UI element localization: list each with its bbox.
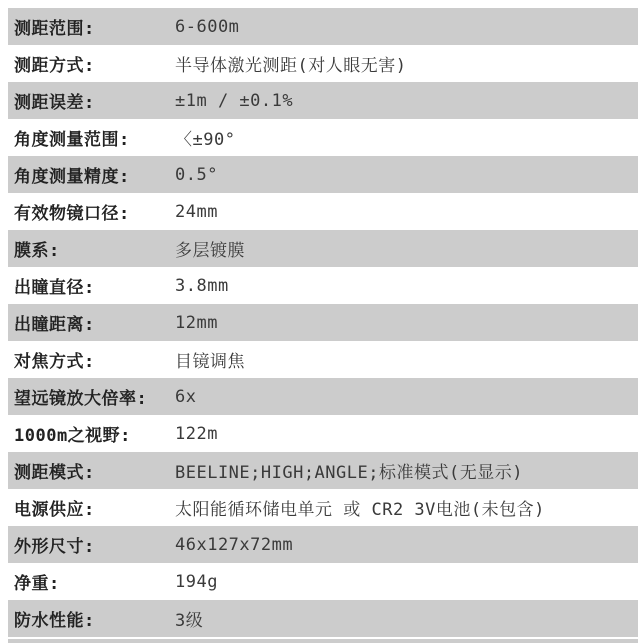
spec-table-row	[8, 452, 638, 489]
spec-table-row	[8, 304, 638, 341]
spec-table-row	[8, 45, 638, 82]
spec-label: 出瞳直径:	[14, 278, 95, 298]
spec-table-row	[8, 193, 638, 230]
spec-table-row	[8, 600, 638, 637]
spec-value: 半导体激光测距(对人眼无害)	[175, 56, 407, 76]
next-row-cutoff-strip	[8, 639, 638, 643]
spec-label: 1000m之视野:	[14, 426, 131, 446]
spec-value: 6x	[175, 386, 197, 407]
spec-label: 膜系:	[14, 241, 60, 261]
spec-label: 外形尺寸:	[14, 537, 95, 557]
spec-label: 净重:	[14, 574, 60, 594]
spec-value: 0.5°	[175, 164, 218, 185]
spec-value: 多层镀膜	[175, 241, 245, 261]
spec-label: 测距模式:	[14, 463, 95, 483]
spec-value: 6-600m	[175, 16, 240, 37]
spec-value: 24mm	[175, 201, 218, 222]
spec-label: 对焦方式:	[14, 352, 95, 372]
spec-label: 角度测量精度:	[14, 167, 130, 187]
spec-table-row	[8, 341, 638, 378]
spec-label: 电源供应:	[14, 500, 95, 520]
spec-label: 有效物镜口径:	[14, 204, 130, 224]
spec-table-row	[8, 563, 638, 600]
spec-table-row	[8, 378, 638, 415]
spec-table	[8, 8, 638, 637]
spec-value: 目镜调焦	[175, 352, 245, 372]
spec-table-row	[8, 230, 638, 267]
spec-value: 太阳能循环储电单元 或 CR2 3V电池(未包含)	[175, 500, 545, 520]
spec-label: 测距方式:	[14, 56, 95, 76]
spec-label: 测距范围:	[14, 19, 95, 39]
spec-table-row	[8, 415, 638, 452]
spec-value: 3级	[175, 611, 204, 631]
spec-value: 122m	[175, 423, 218, 444]
spec-label: 角度测量范围:	[14, 130, 130, 150]
spec-table-row	[8, 489, 638, 526]
spec-value: 194g	[175, 571, 218, 592]
spec-label: 出瞳距离:	[14, 315, 95, 335]
spec-value: 3.8mm	[175, 275, 229, 296]
spec-value: 〈±90°	[175, 130, 236, 150]
spec-table-row	[8, 82, 638, 119]
spec-value: BEELINE;HIGH;ANGLE;标准模式(无显示)	[175, 463, 523, 483]
spec-table-row	[8, 8, 638, 45]
spec-label: 防水性能:	[14, 611, 95, 631]
spec-table-row	[8, 119, 638, 156]
spec-label: 测距误差:	[14, 93, 95, 113]
spec-value: 12mm	[175, 312, 218, 333]
spec-table-row	[8, 526, 638, 563]
spec-table-row	[8, 267, 638, 304]
spec-value: ±1m / ±0.1%	[175, 90, 294, 111]
spec-label: 望远镜放大倍率:	[14, 389, 148, 409]
spec-table-row	[8, 156, 638, 193]
spec-value: 46x127x72mm	[175, 534, 294, 555]
